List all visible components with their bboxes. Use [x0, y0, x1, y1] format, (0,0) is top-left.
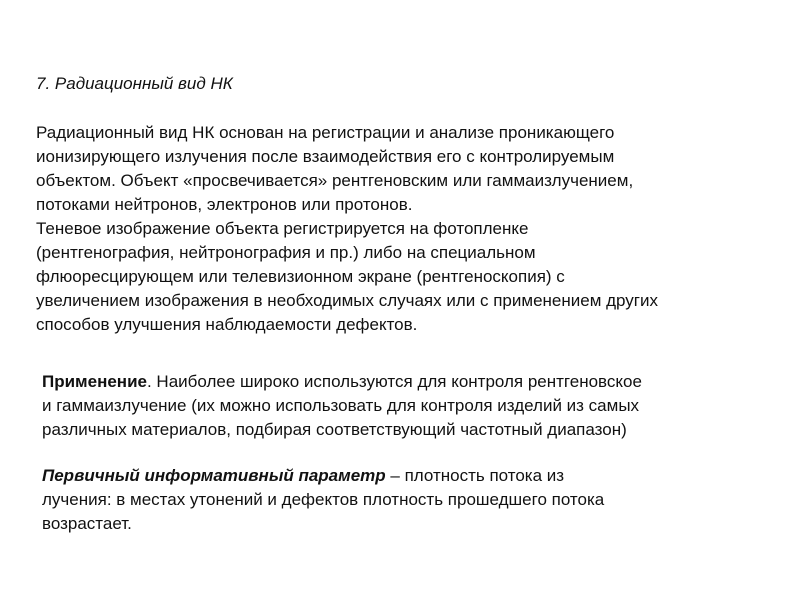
main-paragraph-line: потоками нейтронов, электронов или протонов. — [36, 195, 413, 214]
parameter-line: лучения: в местах утонений и дефектов плотность прошедшего потока — [42, 490, 605, 509]
application-paragraph — [42, 370, 772, 442]
parameter-first-line — [42, 464, 772, 488]
main-paragraph-line: Теневое изображение объекта регистрируется на фотопленке — [36, 219, 529, 238]
main-paragraph-line: ионизирующего излучения после взаимодействия его с контролируемым — [36, 147, 615, 166]
main-paragraph — [36, 121, 781, 337]
parameter-first-line-text: – плотность потока из — [385, 466, 565, 485]
main-paragraph-line: способов улучшения наблюдаемости дефектов. — [36, 315, 418, 334]
main-paragraph-line: (рентгенография, нейтронография и пр.) либо на специальном — [36, 243, 536, 262]
parameter-line: возрастает. — [42, 514, 132, 533]
parameter-term: Первичный информативный параметр — [42, 466, 386, 485]
application-term: Применение — [42, 372, 147, 391]
main-paragraph-line: флюоресцирующем или телевизионном экране (рентгеноскопия) с — [36, 267, 565, 286]
main-paragraph-line: объектом. Объект «просвечивается» рентгеновским или гаммаизлучением, — [36, 171, 634, 190]
application-line: и гаммаизлучение (их можно использовать для контроля изделий из самых — [42, 396, 640, 415]
slide-heading: 7. Радиационный вид НК — [36, 74, 233, 93]
parameter-paragraph — [42, 464, 772, 536]
main-paragraph-line: увеличением изображения в необходимых случаях или с применением других — [36, 291, 658, 310]
application-line: различных материалов, подбирая соответствующий частотный диапазон) — [42, 420, 627, 439]
main-paragraph-line: Радиационный вид НК основан на регистрации и анализе проникающего — [36, 123, 615, 142]
application-first-line — [42, 370, 772, 394]
application-first-line-text: . Наиболее широко используются для контроля рентгеновское — [146, 372, 642, 391]
